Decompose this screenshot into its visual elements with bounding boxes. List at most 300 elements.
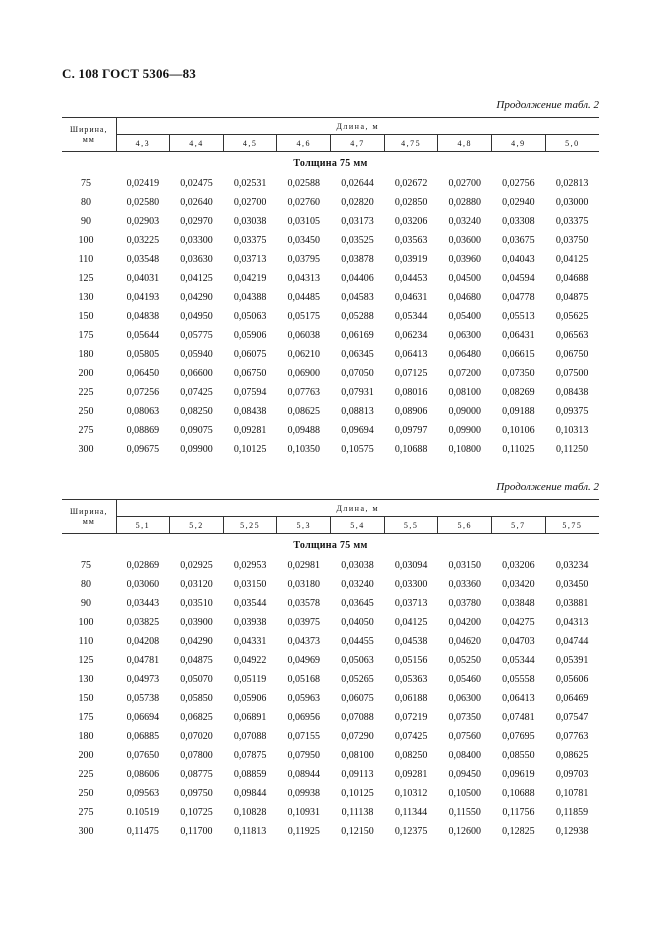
volume-cell: 0,09900 — [180, 444, 213, 455]
volume-cell: 0,03000 — [555, 197, 589, 208]
table-row — [62, 174, 599, 193]
volume-cell: 0,06413 — [502, 693, 535, 704]
volume-cell: 0,04688 — [555, 273, 589, 284]
table-body — [62, 534, 599, 842]
header-row — [62, 500, 599, 517]
volume-cell: 0,08063 — [126, 406, 160, 417]
volume-cell: 0,05119 — [234, 674, 267, 685]
thickness-section-title: Толщина 75 мм — [293, 157, 368, 169]
volume-cell: 0,07695 — [502, 731, 535, 742]
volume-cell: 0,05775 — [180, 330, 213, 341]
volume-cell: 0,08944 — [287, 769, 321, 780]
volume-cell: 0,09281 — [394, 769, 428, 780]
volume-cell: 0,04973 — [126, 674, 160, 685]
volume-cell: 0,05363 — [394, 674, 428, 685]
volume-cell: 0,08250 — [180, 406, 213, 417]
width-cell: 175 — [78, 712, 94, 723]
volume-cell: 0,03780 — [448, 598, 482, 609]
volume-cell: 0,12375 — [394, 826, 428, 837]
volume-cell: 0,09797 — [394, 425, 428, 436]
volume-cell: 0,05850 — [180, 693, 213, 704]
volume-cell: 0,08250 — [394, 750, 428, 761]
length-group-header: Длина, м — [336, 503, 380, 513]
table-row — [62, 613, 599, 632]
volume-cell: 0,03450 — [555, 579, 589, 590]
volume-cell: 0,05625 — [555, 311, 589, 322]
volume-cell: 0,05250 — [448, 655, 482, 666]
volume-cell: 0,10106 — [502, 425, 535, 436]
table-row — [62, 383, 599, 402]
length-group-header: Длина, м — [336, 121, 380, 131]
volume-cell: 0,08813 — [341, 406, 374, 417]
volume-cell: 0,07931 — [341, 387, 374, 398]
volume-cell: 0,10725 — [180, 807, 213, 818]
volume-cell: 0,02813 — [555, 178, 589, 189]
volume-cell: 0,08100 — [341, 750, 374, 761]
volume-cell: 0,05513 — [502, 311, 535, 322]
volume-cell: 0,06956 — [287, 712, 321, 723]
volume-cell: 0,05940 — [180, 349, 213, 360]
volume-cell: 0,08400 — [448, 750, 482, 761]
volume-cell: 0,10312 — [394, 788, 428, 799]
volume-cell: 0,08550 — [502, 750, 535, 761]
table-row — [62, 326, 599, 345]
volume-cell: 0,06900 — [287, 368, 321, 379]
length-values-row — [62, 517, 599, 534]
volume-table-1 — [62, 117, 599, 459]
width-column-header — [62, 118, 116, 152]
width-cell: 150 — [78, 311, 94, 322]
volume-cell: 0,05288 — [341, 311, 374, 322]
volume-cell: 0,07350 — [448, 712, 482, 723]
width-cell: 275 — [78, 807, 94, 818]
volume-cell: 0,03038 — [341, 560, 374, 571]
volume-cell: 0,02644 — [341, 178, 374, 189]
table-row — [62, 784, 599, 803]
volume-cell: 0,05344 — [502, 655, 535, 666]
volume-cell: 0,07256 — [126, 387, 160, 398]
volume-cell: 0,07763 — [555, 731, 589, 742]
volume-cell: 0,10350 — [287, 444, 321, 455]
volume-cell: 0,02970 — [180, 216, 213, 227]
volume-cell: 0,04875 — [180, 655, 213, 666]
width-cell: 200 — [78, 368, 94, 379]
volume-cell: 0,03240 — [341, 579, 374, 590]
volume-cell: 0,02903 — [126, 216, 160, 227]
volume-cell: 0,04969 — [287, 655, 321, 666]
volume-cell: 0,03375 — [233, 235, 267, 246]
volume-cell: 0,09694 — [341, 425, 374, 436]
table-row — [62, 288, 599, 307]
section-row — [62, 152, 599, 175]
volume-cell: 0,04219 — [233, 273, 267, 284]
volume-cell: 0,02869 — [126, 560, 160, 571]
volume-cell: 0,09619 — [502, 769, 535, 780]
volume-cell: 0,06234 — [394, 330, 428, 341]
volume-cell: 0,10828 — [233, 807, 267, 818]
width-cell: 125 — [78, 655, 94, 666]
width-cell: 110 — [78, 254, 94, 265]
width-cell: 80 — [81, 197, 91, 208]
volume-cell: 0,02580 — [126, 197, 160, 208]
volume-cell: 0,08438 — [555, 387, 589, 398]
volume-cell: 0,04331 — [233, 636, 267, 647]
volume-cell: 0,06188 — [394, 693, 428, 704]
volume-cell: 0,03960 — [448, 254, 482, 265]
volume-cell: 0,04485 — [287, 292, 321, 303]
width-cell: 180 — [78, 731, 94, 742]
volume-cell: 0,04703 — [502, 636, 535, 647]
volume-cell: 0,06169 — [341, 330, 374, 341]
volume-cell: 0,10125 — [341, 788, 374, 799]
table-row — [62, 594, 599, 613]
volume-cell: 0,04125 — [180, 273, 213, 284]
volume-cell: 0,03878 — [341, 254, 374, 265]
table-row — [62, 307, 599, 326]
volume-cell: 0,06450 — [126, 368, 160, 379]
volume-cell: 0,05963 — [287, 693, 321, 704]
volume-cell: 0,06885 — [126, 731, 160, 742]
volume-cell: 0,05738 — [126, 693, 160, 704]
volume-cell: 0,04950 — [180, 311, 213, 322]
width-column-header — [62, 500, 116, 534]
volume-cell: 0,04744 — [555, 636, 589, 647]
volume-cell: 0,09113 — [341, 769, 374, 780]
volume-cell: 0,03795 — [287, 254, 321, 265]
volume-cell: 0.10519 — [126, 807, 160, 818]
volume-cell: 0,04680 — [448, 292, 482, 303]
volume-cell: 0,06075 — [341, 693, 374, 704]
volume-cell: 0,11250 — [556, 444, 589, 455]
volume-cell: 0,06431 — [502, 330, 535, 341]
volume-cell: 0,04200 — [448, 617, 482, 628]
volume-cell: 0,04290 — [180, 292, 213, 303]
width-cell: 130 — [78, 674, 94, 685]
volume-cell: 0,12825 — [502, 826, 535, 837]
volume-cell: 0,03240 — [448, 216, 482, 227]
volume-cell: 0,03150 — [448, 560, 482, 571]
width-header-unit: мм — [82, 134, 95, 144]
volume-cell: 0,03360 — [448, 579, 482, 590]
volume-cell: 0,02588 — [287, 178, 321, 189]
volume-cell: 0,04050 — [341, 617, 374, 628]
volume-cell: 0,03300 — [394, 579, 428, 590]
table-row — [62, 556, 599, 575]
volume-cell: 0,04453 — [394, 273, 428, 284]
length-column-header: 4,4 — [170, 135, 224, 152]
volume-cell: 0,03150 — [233, 579, 267, 590]
volume-cell: 0,02981 — [287, 560, 321, 571]
volume-cell: 0,03225 — [126, 235, 160, 246]
table-row — [62, 708, 599, 727]
volume-cell: 0,09938 — [287, 788, 321, 799]
volume-cell: 0,08859 — [233, 769, 267, 780]
volume-cell: 0,07950 — [287, 750, 321, 761]
volume-cell: 0,06300 — [448, 693, 482, 704]
volume-cell: 0,03750 — [555, 235, 589, 246]
table-row — [62, 632, 599, 651]
volume-cell: 0,02820 — [341, 197, 374, 208]
volume-cell: 0,07219 — [394, 712, 428, 723]
length-column-header: 5,4 — [331, 517, 385, 534]
volume-cell: 0,05063 — [341, 655, 374, 666]
table-row — [62, 250, 599, 269]
volume-cell: 0,03060 — [126, 579, 160, 590]
volume-cell: 0,07050 — [341, 368, 374, 379]
volume-cell: 0,12600 — [448, 826, 482, 837]
volume-cell: 0,10931 — [287, 807, 321, 818]
volume-cell: 0,07763 — [287, 387, 321, 398]
table-row — [62, 575, 599, 594]
table-row — [62, 670, 599, 689]
volume-cell: 0,06825 — [180, 712, 213, 723]
volume-cell: 0,05400 — [448, 311, 482, 322]
volume-cell: 0,12150 — [341, 826, 374, 837]
volume-cell: 0,04922 — [233, 655, 267, 666]
volume-cell: 0,03234 — [555, 560, 589, 571]
length-column-header: 4,8 — [438, 135, 492, 152]
volume-cell: 0,03544 — [233, 598, 267, 609]
volume-cell: 0,07560 — [448, 731, 482, 742]
width-cell: 275 — [78, 425, 94, 436]
volume-cell: 0,03420 — [502, 579, 535, 590]
volume-cell: 0,03120 — [180, 579, 213, 590]
volume-cell: 0,05460 — [448, 674, 482, 685]
volume-cell: 0,05168 — [287, 674, 321, 685]
volume-cell: 0,06615 — [502, 349, 535, 360]
volume-cell: 0,06413 — [394, 349, 428, 360]
volume-cell: 0,11025 — [502, 444, 535, 455]
table-row — [62, 421, 599, 440]
volume-cell: 0,04313 — [287, 273, 321, 284]
volume-cell: 0,06750 — [555, 349, 589, 360]
volume-cell: 0,03645 — [341, 598, 374, 609]
volume-cell: 0,08438 — [233, 406, 267, 417]
volume-cell: 0,02640 — [180, 197, 213, 208]
volume-cell: 0,07350 — [502, 368, 535, 379]
length-values-row — [62, 135, 599, 152]
volume-cell: 0,04778 — [502, 292, 535, 303]
volume-cell: 0,07425 — [180, 387, 213, 398]
volume-cell: 0,02756 — [502, 178, 535, 189]
volume-cell: 0,10688 — [502, 788, 535, 799]
table-header — [62, 118, 599, 152]
volume-cell: 0,03450 — [287, 235, 321, 246]
volume-cell: 0,06750 — [233, 368, 267, 379]
volume-cell: 0,05644 — [126, 330, 160, 341]
volume-table-2 — [62, 499, 599, 841]
volume-cell: 0,04193 — [126, 292, 160, 303]
volume-cell: 0,06891 — [233, 712, 267, 723]
width-cell: 250 — [78, 406, 94, 417]
table-row — [62, 803, 599, 822]
volume-cell: 0,05391 — [555, 655, 589, 666]
length-column-header: 5,25 — [223, 517, 277, 534]
table-row — [62, 402, 599, 421]
volume-cell: 0,05906 — [233, 693, 267, 704]
volume-cell: 0,04781 — [126, 655, 160, 666]
volume-cell: 0,04875 — [555, 292, 589, 303]
volume-cell: 0,08775 — [180, 769, 213, 780]
volume-cell: 0,11813 — [234, 826, 267, 837]
table-row — [62, 765, 599, 784]
length-column-header: 4,3 — [116, 135, 170, 152]
volume-cell: 0,03308 — [502, 216, 535, 227]
volume-cell: 0,04455 — [341, 636, 374, 647]
width-cell: 225 — [78, 387, 94, 398]
volume-cell: 0,03180 — [287, 579, 321, 590]
volume-cell: 0,02475 — [180, 178, 213, 189]
width-cell: 225 — [78, 769, 94, 780]
volume-cell: 0,08100 — [448, 387, 482, 398]
width-cell: 200 — [78, 750, 94, 761]
width-cell: 90 — [81, 598, 91, 609]
volume-cell: 0,07481 — [502, 712, 535, 723]
volume-cell: 0,09450 — [448, 769, 482, 780]
volume-cell: 0,10313 — [555, 425, 589, 436]
volume-cell: 0,03600 — [448, 235, 482, 246]
table-header — [62, 500, 599, 534]
volume-cell: 0,06600 — [180, 368, 213, 379]
volume-cell: 0,06300 — [448, 330, 482, 341]
volume-cell: 0,02940 — [502, 197, 535, 208]
volume-cell: 0,10800 — [448, 444, 482, 455]
volume-cell: 0,04125 — [394, 617, 428, 628]
table-row — [62, 727, 599, 746]
width-cell: 100 — [78, 617, 94, 628]
volume-cell: 0,02419 — [126, 178, 160, 189]
volume-cell: 0,03105 — [287, 216, 321, 227]
table-row — [62, 440, 599, 459]
volume-cell: 0,09750 — [180, 788, 213, 799]
volume-cell: 0,09844 — [233, 788, 267, 799]
page-title: С. 108 ГОСТ 5306—83 — [62, 66, 196, 81]
volume-cell: 0,03206 — [394, 216, 428, 227]
volume-cell: 0,03038 — [233, 216, 267, 227]
length-column-header: 5,6 — [438, 517, 492, 534]
volume-cell: 0,10500 — [448, 788, 482, 799]
volume-cell: 0,02700 — [233, 197, 267, 208]
volume-cell: 0,04620 — [448, 636, 482, 647]
width-cell: 75 — [81, 178, 91, 189]
volume-cell: 0,07088 — [233, 731, 267, 742]
width-cell: 175 — [78, 330, 94, 341]
volume-cell: 0,03825 — [126, 617, 160, 628]
width-cell: 100 — [78, 235, 94, 246]
table-row — [62, 651, 599, 670]
volume-cell: 0,08906 — [394, 406, 428, 417]
volume-cell: 0,04125 — [555, 254, 589, 265]
volume-cell: 0,10125 — [233, 444, 267, 455]
volume-cell: 0,11859 — [556, 807, 589, 818]
volume-cell: 0,04583 — [341, 292, 374, 303]
volume-cell: 0,09375 — [555, 406, 589, 417]
length-column-header: 4,75 — [384, 135, 438, 152]
length-column-header: 5,3 — [277, 517, 331, 534]
volume-cell: 0,04290 — [180, 636, 213, 647]
volume-cell: 0,02531 — [233, 178, 267, 189]
volume-cell: 0,07500 — [555, 368, 589, 379]
volume-cell: 0,03563 — [394, 235, 428, 246]
volume-cell: 0,09188 — [502, 406, 535, 417]
volume-cell: 0,07088 — [341, 712, 374, 723]
volume-cell: 0,05175 — [287, 311, 321, 322]
volume-cell: 0,03443 — [126, 598, 160, 609]
volume-cell: 0,03675 — [502, 235, 535, 246]
volume-cell: 0,03848 — [502, 598, 535, 609]
volume-cell: 0,04838 — [126, 311, 160, 322]
volume-cell: 0,07290 — [341, 731, 374, 742]
length-column-header: 5,1 — [116, 517, 170, 534]
volume-cell: 0,07200 — [448, 368, 482, 379]
volume-cell: 0,03881 — [555, 598, 589, 609]
volume-cell: 0,03919 — [394, 254, 428, 265]
volume-cell: 0,03548 — [126, 254, 160, 265]
volume-cell: 0,03206 — [502, 560, 535, 571]
width-cell: 90 — [81, 216, 91, 227]
volume-cell: 0,07800 — [180, 750, 213, 761]
volume-cell: 0,05156 — [394, 655, 428, 666]
volume-cell: 0,07125 — [394, 368, 428, 379]
volume-cell: 0,09488 — [287, 425, 321, 436]
volume-cell: 0,07594 — [233, 387, 267, 398]
width-cell: 300 — [78, 826, 94, 837]
volume-cell: 0,03630 — [180, 254, 213, 265]
table-row — [62, 345, 599, 364]
volume-cell: 0,04275 — [502, 617, 535, 628]
width-cell: 300 — [78, 444, 94, 455]
volume-cell: 0,02760 — [287, 197, 321, 208]
width-cell: 130 — [78, 292, 94, 303]
volume-cell: 0,11756 — [502, 807, 535, 818]
volume-cell: 0,06038 — [287, 330, 321, 341]
header-row — [62, 118, 599, 135]
volume-cell: 0,03094 — [394, 560, 428, 571]
width-header-line: Ширина, — [70, 124, 108, 134]
volume-cell: 0,04208 — [126, 636, 160, 647]
table-continuation-label: Продолжение табл. 2 — [496, 99, 599, 111]
thickness-section-title: Толщина 75 мм — [293, 539, 368, 551]
table-row — [62, 212, 599, 231]
volume-cell: 0,06210 — [287, 349, 321, 360]
volume-cell: 0,11475 — [126, 826, 159, 837]
table-row — [62, 231, 599, 250]
volume-cell: 0,09000 — [448, 406, 482, 417]
volume-cell: 0,02925 — [180, 560, 213, 571]
volume-cell: 0,04043 — [502, 254, 535, 265]
volume-cell: 0,05558 — [502, 674, 535, 685]
width-header-line: Ширина, — [70, 506, 108, 516]
volume-cell: 0,11138 — [341, 807, 374, 818]
table-continuation-label: Продолжение табл. 2 — [496, 481, 599, 493]
length-column-header: 5,2 — [170, 517, 224, 534]
volume-cell: 0,02850 — [394, 197, 428, 208]
table-body — [62, 152, 599, 460]
volume-cell: 0,10688 — [394, 444, 428, 455]
volume-cell: 0,09281 — [233, 425, 267, 436]
volume-cell: 0,04594 — [502, 273, 535, 284]
volume-cell: 0,03375 — [555, 216, 589, 227]
volume-cell: 0,11550 — [448, 807, 481, 818]
volume-cell: 0,07547 — [555, 712, 589, 723]
volume-cell: 0,03713 — [394, 598, 428, 609]
volume-cell: 0,09675 — [126, 444, 160, 455]
volume-cell: 0,02672 — [394, 178, 428, 189]
volume-cell: 0,05906 — [233, 330, 267, 341]
volume-cell: 0,07875 — [233, 750, 267, 761]
volume-cell: 0,12938 — [555, 826, 589, 837]
volume-cell: 0,07020 — [180, 731, 213, 742]
